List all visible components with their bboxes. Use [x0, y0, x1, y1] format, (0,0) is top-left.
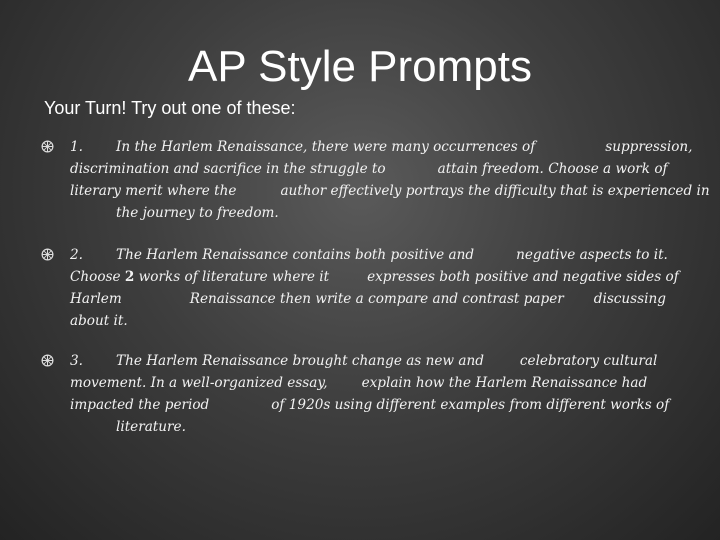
prompt-text: author effectively portrays the difficulty that is experienced in: [280, 183, 710, 199]
prompt-text: In the Harlem Renaissance, there were many occurrences of: [116, 139, 536, 155]
prompt-text: literature.: [116, 419, 186, 435]
prompt-item: [70, 136, 710, 224]
prompt-text: discrimination and sacrifice in the struggle to: [70, 161, 386, 177]
bullet-icon: [41, 140, 54, 153]
prompt-text: suppression,: [605, 139, 693, 155]
prompt-text: attain freedom. Choose a work of: [437, 161, 668, 177]
prompt-text: works of literature where it: [138, 269, 330, 285]
prompt-item: [70, 244, 679, 332]
prompt-number: 3.: [70, 353, 83, 369]
prompt-text: Renaissance then write a compare and contrast paper: [189, 291, 564, 307]
prompt-text: celebratory cultural: [519, 353, 658, 369]
prompt-text-emphasis: 2: [124, 269, 135, 285]
prompt-text: literary merit where the: [70, 183, 237, 199]
prompt-number: 2.: [70, 247, 83, 263]
slide-subtitle: Your Turn! Try out one of these:: [44, 98, 296, 118]
prompt-item: [70, 350, 670, 438]
prompt-text: The Harlem Renaissance contains both positive and: [116, 247, 475, 263]
prompt-number: 1.: [70, 139, 83, 155]
bullet-icon: [41, 354, 54, 367]
prompt-text: the journey to freedom.: [116, 205, 279, 221]
prompt-text: The Harlem Renaissance brought change as new and: [116, 353, 484, 369]
prompt-text: of 1920s using different examples from different works of: [271, 397, 670, 413]
slide-title: AP Style Prompts: [188, 42, 532, 91]
prompt-text: expresses both positive and negative sides of: [367, 269, 679, 285]
prompt-text: explain how the Harlem Renaissance had: [361, 375, 648, 391]
prompt-text: Choose: [70, 269, 121, 285]
prompt-text: impacted the period: [70, 397, 210, 413]
prompt-text: about it.: [70, 313, 128, 329]
prompt-text: discussing: [593, 291, 666, 307]
prompt-text: negative aspects to it.: [516, 247, 668, 263]
prompt-text: movement. In a well-organized essay,: [70, 375, 328, 391]
prompt-text: Harlem: [70, 291, 122, 307]
bullet-icon: [41, 248, 54, 261]
